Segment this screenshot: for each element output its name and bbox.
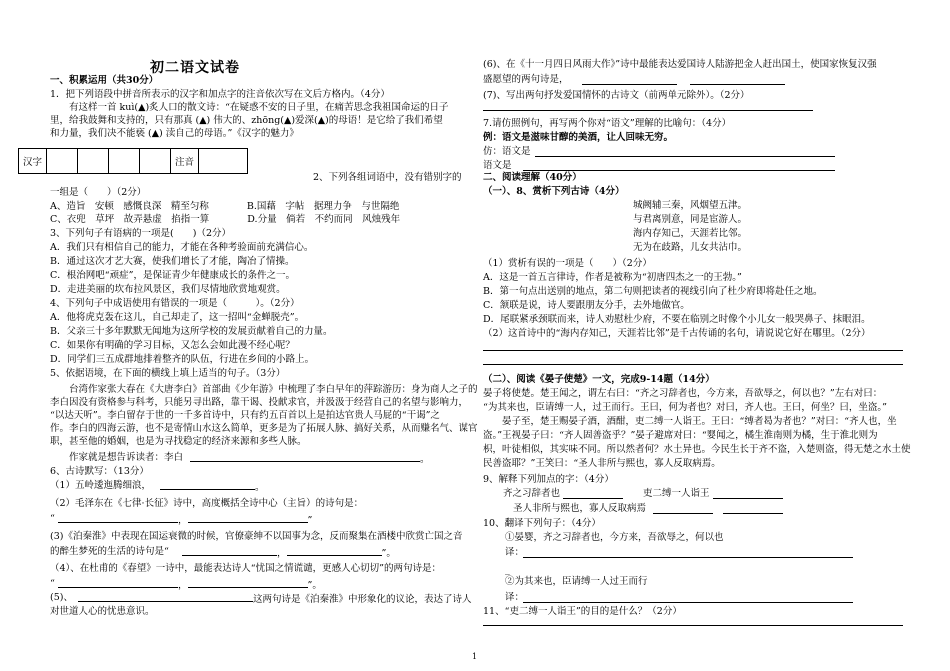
text-line: D．尾联紧承颈联而来，诗人劝慰杜少府，不要在临别之时像个小儿女一般哭鼻子、抹眼泪。 bbox=[483, 314, 871, 325]
text-line: B．第一句点出送别的地点，第二句则把读者的视线引向了杜少府即将赴任之地。 bbox=[483, 286, 823, 297]
text-line: “以达天听”。李白留存于世的一千多首诗中，只有约五百首以上是拍达官贵人马屁的“干谒”之 bbox=[50, 410, 440, 421]
text-line: 城阙辅三秦，风烟望五津。 bbox=[633, 200, 748, 211]
text-line: 一组是（ ）（2分） bbox=[50, 187, 147, 198]
text-line: 译： bbox=[505, 592, 525, 603]
q6-2-blank[interactable]: ， ” bbox=[58, 513, 312, 527]
text-line: ②为其来也，臣请缚一人过王而行 bbox=[505, 576, 648, 587]
text-line: (7)、写出两句抒发爱国情怀的古诗文（前两单元除外）。（2分） bbox=[483, 90, 750, 101]
q6-4-blank[interactable]: ， ”。 bbox=[58, 578, 322, 592]
text-line: 例：语文是滋味甘醇的美酒，让人回味无穷。 bbox=[483, 132, 674, 143]
text-line: 7.请仿照例句，再写两个你对“语文”理解的比喻句：（4分） bbox=[483, 118, 732, 129]
text-line: B．父亲三十多年默默无闻地为这所学校的发展贡献着自己的力量。 bbox=[50, 326, 333, 337]
text-line: 作。李白的四海云游，也不是寄情山水这么简单，更多是为了拓展人脉、搞好关系，从而赚名气、谋官 bbox=[50, 423, 478, 434]
text-line: 作家就是想告诉读者：李白 bbox=[50, 452, 184, 463]
text-line: 语文是 bbox=[483, 160, 512, 171]
text-line: 枳，叶徒相似，其实味不同。所以然者何？水土异也。今民生长于齐不盗，入楚则盗，得无楚之水土使 bbox=[483, 444, 911, 455]
answer-line[interactable] bbox=[563, 498, 623, 499]
text-line: 圣人非所与熙也，寡人反取病焉 bbox=[513, 503, 647, 514]
text-line: 晏子将使楚。楚王闻之，谓左右曰：“齐之习辞者也，今方来，吾欲辱之，何以也？”左右对曰： bbox=[483, 388, 883, 399]
text-line: 李白因没有资格参与科考，只能另寻出路，靠干谒、投献求官，并汲汲于经营自己的名望与影响力， bbox=[50, 397, 469, 408]
text-line: 海内存知己，天涯若比邻。 bbox=[633, 228, 748, 239]
text-line: 职，甚至他的婚姻，也是为寻找稳定的经济来源和多些人脉。 bbox=[50, 436, 307, 447]
q6-1-blank[interactable]: 。 bbox=[160, 480, 265, 494]
text-line: D．走进美丽的坎布拉风景区，我们尽情地欣赏地观赏。 bbox=[50, 284, 286, 295]
text-line: 有这样一首 kuì(▲)炙人口的散文诗：“在疑惑不安的日子里，在痛苦思念我祖国命运的日子 bbox=[50, 102, 449, 113]
text-line: ①晏婴，齐之习辞者也，今方来，吾欲辱之，何以也 bbox=[505, 532, 724, 543]
text-line: 与君离别意，同是宦游人。 bbox=[633, 214, 748, 225]
pinyin-answer-table bbox=[18, 148, 248, 174]
answer-box[interactable] bbox=[109, 149, 140, 174]
text-line: D．同学们三五成群地排着整齐的队伍，行进在乡间的小路上。 bbox=[50, 354, 315, 365]
answer-line[interactable] bbox=[713, 498, 783, 499]
text-line: 的醉生梦死的生活的诗句是“ bbox=[50, 546, 169, 557]
text-line: C、衣兜 草坪 故弄悬虚 掐指一算 D.分量 倘若 不约而同 风烛残年 bbox=[50, 214, 401, 225]
answer-box[interactable] bbox=[140, 149, 171, 174]
text-line: 盗。”王视晏子曰：“齐人固善盗乎？”晏子避席对曰：“婴闻之，橘生淮南则为橘，生于淮北则为 bbox=[483, 430, 878, 441]
text-line: 吏二缚一人诣王 bbox=[643, 488, 710, 499]
text-line: 无为在歧路，儿女共沾巾。 bbox=[633, 242, 748, 253]
text-line: （一）、8、赏析下列古诗（4分） bbox=[483, 186, 625, 197]
text-line: “ bbox=[50, 578, 55, 589]
answer-box[interactable] bbox=[78, 149, 109, 174]
text-line: 民善盗耶？”王笑曰：“圣人非所与熙也，寡人反取病焉。 bbox=[483, 458, 721, 469]
answer-line[interactable] bbox=[535, 156, 835, 157]
text-line: 仿：语文是 bbox=[483, 146, 531, 157]
text-line: 5、依据语境，在下面的横线上填上适当的句子。（3分） bbox=[50, 368, 286, 379]
zhuyin-label: 注音 bbox=[171, 149, 199, 174]
text-line: 4、下列句子中成语使用有错误的一项是（ ）。（2分） bbox=[50, 298, 300, 309]
text-line: 一、积累运用（共30分） bbox=[50, 75, 159, 86]
answer-line[interactable] bbox=[582, 84, 677, 85]
text-line: C．颔联是说，诗人要跟朋友分手，去外地做官。 bbox=[483, 300, 690, 311]
hanzi-label: 汉字 bbox=[19, 149, 47, 174]
text-line: 10、翻译下列句子：（4分） bbox=[483, 518, 601, 529]
text-line: （1）五岭逶迤腾细浪， bbox=[50, 480, 152, 491]
text-line: (3)《泊秦淮》中表现在国运衰微的时候，官僚豪绅不以国事为念，反而聚集在酒楼中欣赏亡国之音 bbox=[50, 531, 463, 542]
text-line: 二、阅读理解（40分） bbox=[483, 172, 582, 183]
text-line: C．根治网吧“顽症”，是保证青少年健康成长的条件之一。 bbox=[50, 270, 295, 281]
answer-line[interactable] bbox=[690, 84, 785, 85]
answer-box[interactable] bbox=[47, 149, 78, 174]
answer-line[interactable] bbox=[483, 350, 903, 351]
text-line: A．这是一首五言律诗，作者是被称为“初唐四杰之一的王勃。” bbox=[483, 272, 742, 283]
text-line: 2、下列各组词语中，没有错别字的 bbox=[313, 172, 462, 183]
answer-line[interactable] bbox=[523, 602, 853, 603]
answer-line[interactable] bbox=[723, 513, 783, 514]
text-line: （2）这首诗中的“海内存知己，天涯若比邻”是千古传诵的名句，请说说它好在哪里。（2分） bbox=[483, 328, 871, 339]
answer-line[interactable] bbox=[483, 364, 903, 365]
text-line: 和力量，我们决不能亵 (▲) 渎自己的母语。”《汉字的魅力》 bbox=[50, 128, 299, 139]
answer-line[interactable] bbox=[483, 625, 903, 626]
text-line: 9、解释下列加点的字：（4分） bbox=[483, 474, 614, 485]
text-line: 里，给我鼓舞和支持的，只有那真 (▲) 伟大的、zhōng(▲)爱深(▲)的母语！是它给了我们希望 bbox=[50, 115, 443, 126]
text-line: （1）赏析有误的一项是（ ）（2分） bbox=[483, 258, 652, 269]
text-line: A．他将虎克轰在这儿，自己却走了，这一招叫“金蝉脱壳”。 bbox=[50, 312, 305, 323]
answer-line[interactable] bbox=[523, 557, 853, 558]
text-line: （2）毛泽东在《七律·长征》诗中，高度概括全诗中心（主旨）的诗句是： bbox=[50, 498, 364, 509]
text-line: （4）、在杜甫的《春望》一诗中，最能表达诗人“忧国之情谎谴，更感人心切切”的两句诗是： bbox=[50, 563, 442, 574]
text-line: 6、古诗默写：（13分） bbox=[50, 466, 149, 477]
text-line: (5)、 bbox=[50, 592, 73, 603]
answer-line[interactable] bbox=[523, 170, 835, 171]
q5-blank[interactable]: 。 bbox=[190, 452, 430, 466]
q6-5-blank[interactable]: 这两句诗是《泊秦淮》中形象化的议论，表达了诗人 bbox=[78, 592, 472, 606]
page-title: 初二语文试卷 bbox=[150, 60, 240, 76]
text-line: “为其来也，臣请缚一人，过王而行。王曰，何为者也？对曰，齐人也。王曰，何坐？曰，坐盗。” bbox=[483, 402, 887, 413]
text-line: A、造旨 安顿 感慨良深 精至匀称 B.国藉 字帖 据理力争 与世隔绝 bbox=[50, 201, 400, 212]
text-line: “ bbox=[50, 513, 55, 524]
text-line: 齐之习辞者也 bbox=[503, 488, 561, 499]
text-line: 晏子至，楚王赐晏子酒，酒酣，吏二缚一人诣王。王曰：“缚者曷为者也？”对曰：“齐人也，坐 bbox=[483, 416, 897, 427]
text-line: 译： bbox=[505, 547, 525, 558]
text-line: 盛愿望的两句诗是， bbox=[483, 74, 569, 85]
text-line: 对世道人心的忧患意识。 bbox=[50, 606, 155, 617]
answer-line[interactable] bbox=[483, 110, 813, 111]
text-line: (6)、在《十一月四日风雨大作》”诗中最能表达爱国诗人陆游把金人赶出国土，使国家恢复汉强 bbox=[483, 59, 877, 70]
text-line: B．通过这次才艺大赛，使我们增长了才能，陶冶了情操。 bbox=[50, 256, 295, 267]
text-line: 3、下列句子有语病的一项是( )（2分） bbox=[50, 228, 232, 239]
text-line: C．如果你有明确的学习目标，又怎么会如此漫不经心呢？ bbox=[50, 340, 295, 351]
text-line: 台湾作家张大春在《大唐李白》首部曲《少年游》中梳理了李白早年的萍踪游历：身为商人之子的 bbox=[50, 384, 478, 395]
text-line: （二）、阅读《晏子使楚》一文，完成9-14题（14分） bbox=[483, 374, 715, 385]
q6-3-blank[interactable]: ， ”。 bbox=[182, 546, 396, 560]
answer-line[interactable] bbox=[653, 513, 713, 514]
page-number: 1 bbox=[472, 652, 478, 661]
text-line: _ bbox=[505, 564, 510, 575]
answer-box[interactable] bbox=[199, 149, 248, 174]
text-line: 11、“吏二缚一人诣王”的目的是什么？（2分） bbox=[483, 606, 682, 617]
text-line: A．我们只有相信自己的能力，才能在各种考验面前充满信心。 bbox=[50, 242, 314, 253]
text-line: 1．把下列语段中拼音所表示的汉字和加点字的注音依次写在文后方格内。（4分） bbox=[50, 89, 390, 100]
